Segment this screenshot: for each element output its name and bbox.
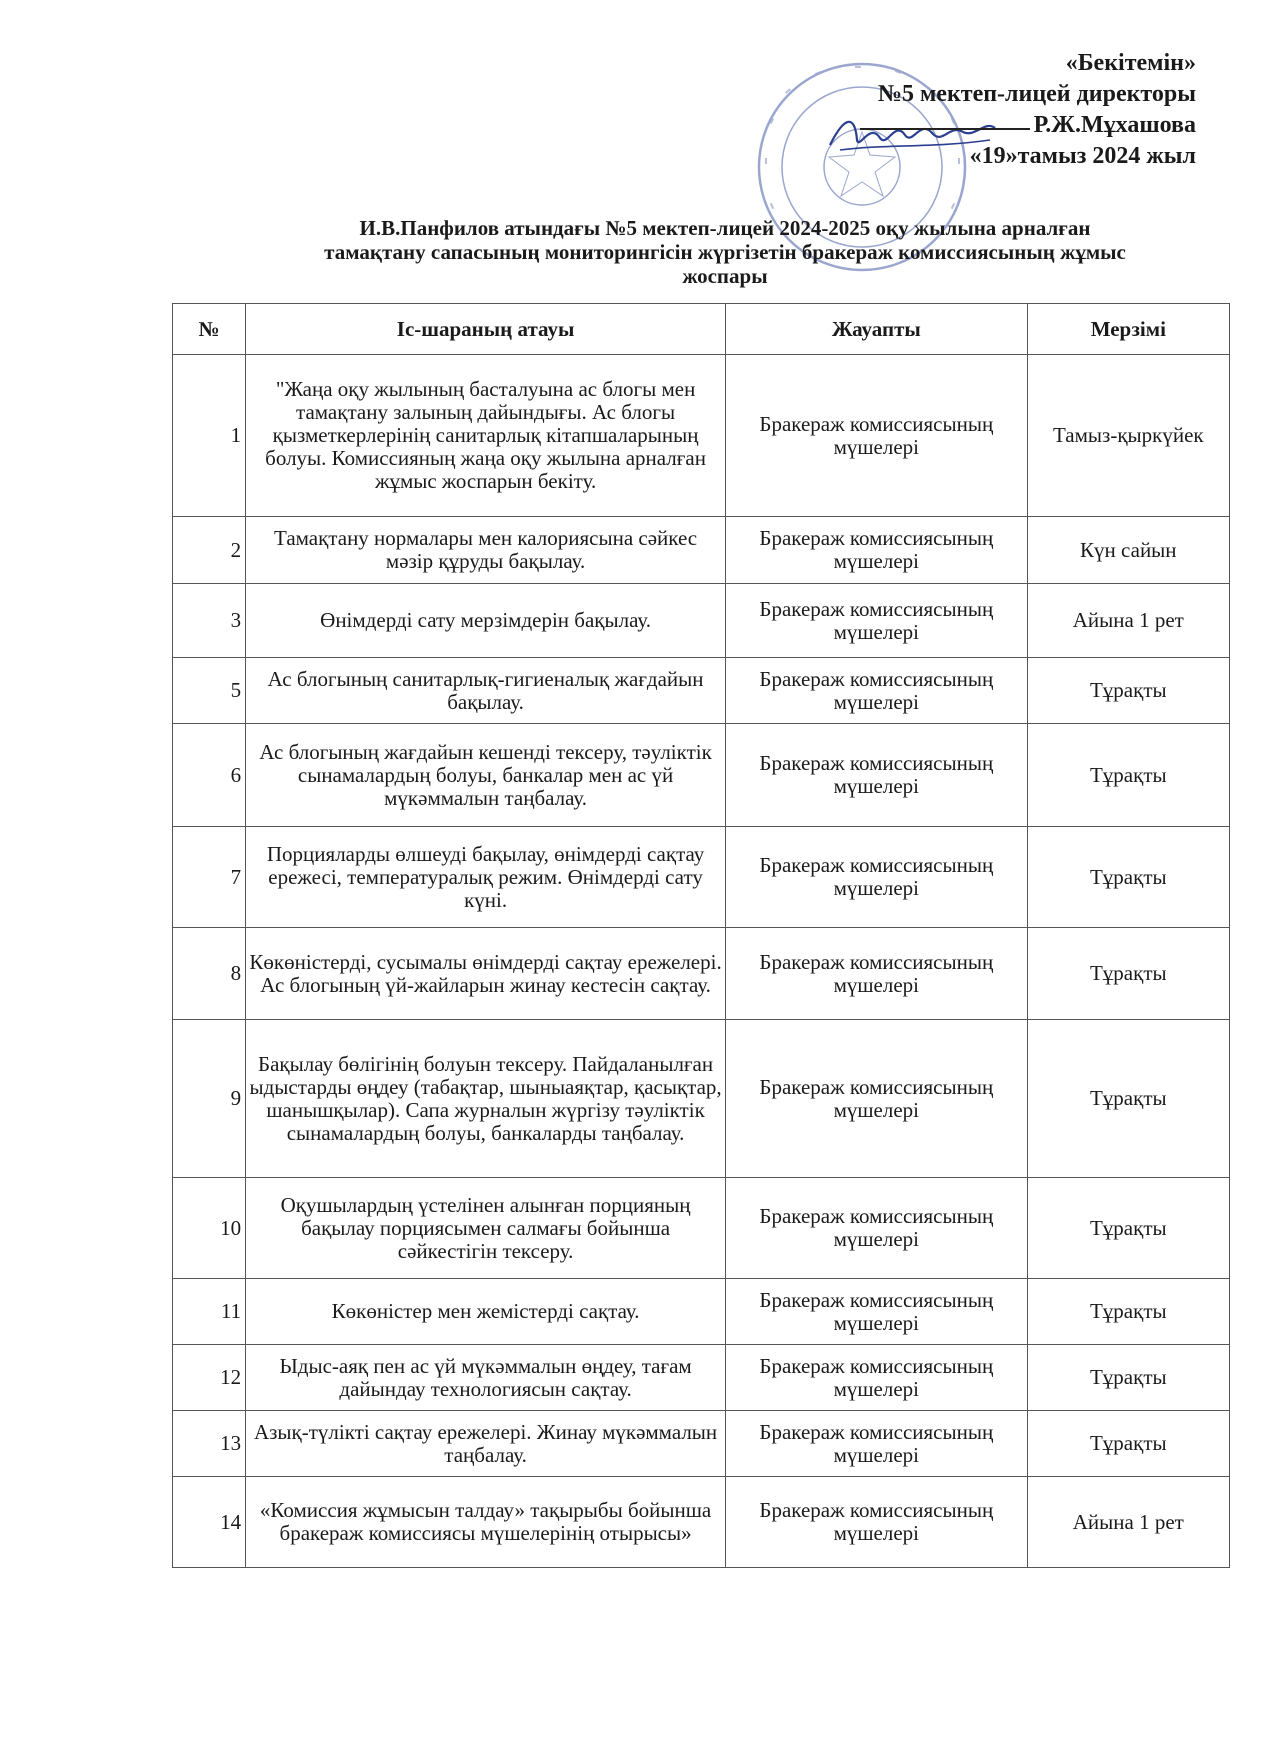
table-row: [173, 1477, 1230, 1568]
row-number: 10: [173, 1178, 246, 1279]
row-term: Тұрақты: [1027, 1020, 1229, 1178]
row-number: 6: [173, 724, 246, 827]
row-activity: Бақылау бөлігінің болуын тексеру. Пайдаланылған ыдыстарды өңдеу (табақтар, шыныаяқтар, қасықтар, шанышқылар). Сапа журналын жүргізу тәуліктік сынамалардың болуы, банкаларды таңбалау.: [246, 1020, 726, 1178]
row-number: 1: [173, 355, 246, 517]
row-responsible: Бракераж комиссиясының мүшелері: [726, 1178, 1028, 1279]
row-term: Тұрақты: [1027, 928, 1229, 1020]
title-line-3: жоспары: [682, 264, 768, 288]
row-term: Тұрақты: [1027, 1345, 1229, 1411]
row-number: 14: [173, 1477, 246, 1568]
row-responsible: Бракераж комиссиясының мүшелері: [726, 724, 1028, 827]
table-row: [173, 827, 1230, 928]
row-activity: Ас блогының жағдайын кешенді тексеру, тәуліктік сынамалардың болуы, банкалар мен ас үй мүкәммалын таңбалау.: [246, 724, 726, 827]
table-row: [173, 658, 1230, 724]
row-responsible: Бракераж комиссиясының мүшелері: [726, 1279, 1028, 1345]
header-number: №: [173, 304, 246, 355]
row-activity: Порцияларды өлшеуді бақылау, өнімдерді сақтау ережесі, температуралық режим. Өнімдерді сату күні.: [246, 827, 726, 928]
row-number: 5: [173, 658, 246, 724]
signature-line: [860, 128, 1030, 130]
row-term: Тұрақты: [1027, 658, 1229, 724]
approval-heading: «Бекітемін»: [1065, 50, 1196, 76]
row-activity: Ас блогының санитарлық-гигиеналық жағдайын бақылау.: [246, 658, 726, 724]
table-row: [173, 355, 1230, 517]
table-row: [173, 1345, 1230, 1411]
row-responsible: Бракераж комиссиясының мүшелері: [726, 1345, 1028, 1411]
header-term: Мерзімі: [1027, 304, 1229, 355]
approval-position: №5 мектеп-лицей директоры: [877, 81, 1196, 107]
row-term: Айына 1 рет: [1027, 1477, 1229, 1568]
row-activity: Өнімдерді сату мерзімдерін бақылау.: [246, 584, 726, 658]
approval-date: «19»тамыз 2024 жыл: [969, 143, 1196, 169]
row-responsible: Бракераж комиссиясының мүшелері: [726, 658, 1028, 724]
table-row: [173, 724, 1230, 827]
row-term: Тұрақты: [1027, 827, 1229, 928]
row-activity: "Жаңа оқу жылының басталуына ас блогы мен тамақтану залының дайындығы. Ас блогы қызметкерлерінің санитарлық кітапшаларының болуы. Комиссияның жаңа оқу жылына арналған жұмыс жоспарын бекіту.: [246, 355, 726, 517]
table-row: [173, 1020, 1230, 1178]
row-responsible: Бракераж комиссиясының мүшелері: [726, 1020, 1028, 1178]
row-term: Күн сайын: [1027, 517, 1229, 584]
table-row: [173, 928, 1230, 1020]
document-title: [240, 216, 1210, 288]
director-name: Р.Ж.Мұхашова: [1033, 112, 1196, 138]
approval-signatory: [860, 110, 1196, 141]
row-activity: Ыдыс-аяқ пен ас үй мүкәммалын өңдеу, тағам дайындау технологиясын сақтау.: [246, 1345, 726, 1411]
row-term: Тұрақты: [1027, 1178, 1229, 1279]
header-responsible: Жауапты: [726, 304, 1028, 355]
row-activity: Көкөністерді, сусымалы өнімдерді сақтау ережелері. Ас блогының үй-жайларын жинау кестесін сақтау.: [246, 928, 726, 1020]
row-responsible: Бракераж комиссиясының мүшелері: [726, 827, 1028, 928]
row-activity: «Комиссия жұмысын талдау» тақырыбы бойынша бракераж комиссиясы мүшелерінің отырысы»: [246, 1477, 726, 1568]
row-number: 13: [173, 1411, 246, 1477]
row-responsible: Бракераж комиссиясының мүшелері: [726, 355, 1028, 517]
row-term: Тұрақты: [1027, 1279, 1229, 1345]
row-term: Тұрақты: [1027, 724, 1229, 827]
title-line-1: И.В.Панфилов атындағы №5 мектеп-лицей 2024-2025 оқу жылына арналған: [359, 216, 1091, 240]
table-row: [173, 1178, 1230, 1279]
row-number: 2: [173, 517, 246, 584]
header-activity: Іс-шараның атауы: [246, 304, 726, 355]
row-term: Тамыз-қыркүйек: [1027, 355, 1229, 517]
row-responsible: Бракераж комиссиясының мүшелері: [726, 928, 1028, 1020]
row-activity: Тамақтану нормалары мен калориясына сәйкес мәзір құруды бақылау.: [246, 517, 726, 584]
title-line-2: тамақтану сапасының мониторингісін жүргізетін бракераж комиссиясының жұмыс: [324, 240, 1126, 264]
table-row: [173, 517, 1230, 584]
row-activity: Көкөністер мен жемістерді сақтау.: [246, 1279, 726, 1345]
row-responsible: Бракераж комиссиясының мүшелері: [726, 1477, 1028, 1568]
row-activity: Оқушылардың үстелінен алынған порцияның бақылау порциясымен салмағы бойынша сәйкестігін тексеру.: [246, 1178, 726, 1279]
row-number: 7: [173, 827, 246, 928]
table-header-row: [173, 304, 1230, 355]
row-term: Тұрақты: [1027, 1411, 1229, 1477]
table-row: [173, 1411, 1230, 1477]
row-number: 3: [173, 584, 246, 658]
row-number: 12: [173, 1345, 246, 1411]
approval-block: [860, 48, 1196, 172]
row-term: Айына 1 рет: [1027, 584, 1229, 658]
table-row: [173, 1279, 1230, 1345]
row-responsible: Бракераж комиссиясының мүшелері: [726, 584, 1028, 658]
row-number: 11: [173, 1279, 246, 1345]
row-responsible: Бракераж комиссиясының мүшелері: [726, 1411, 1028, 1477]
table-row: [173, 584, 1230, 658]
row-number: 8: [173, 928, 246, 1020]
work-plan-table: [172, 303, 1230, 1568]
row-responsible: Бракераж комиссиясының мүшелері: [726, 517, 1028, 584]
row-activity: Азық-түлікті сақтау ережелері. Жинау мүкәммалын таңбалау.: [246, 1411, 726, 1477]
row-number: 9: [173, 1020, 246, 1178]
